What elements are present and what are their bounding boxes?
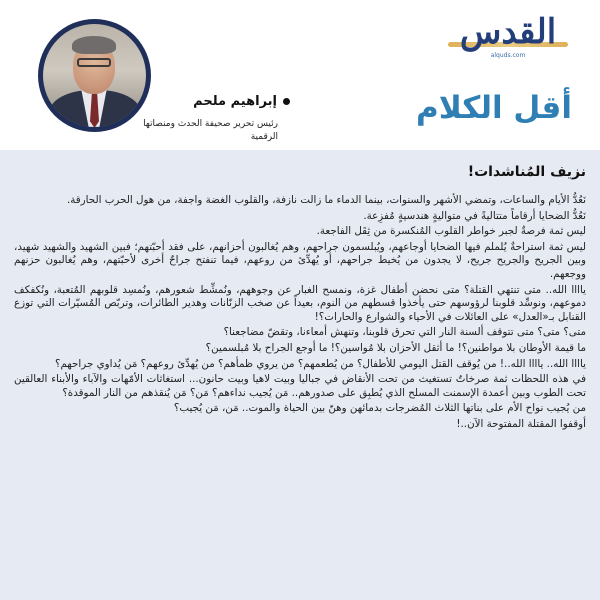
author-role: رئيس تحرير صحيفة الحدث ومنصاتها الرقمية [143,119,278,142]
paragraph: ما قيمة الأوطان بلا مواطنين؟! ما أثقل الأحزان بلا مُواسين؟! ما أوجع الجراح بلا مُبلسمين؟ [205,341,586,354]
article-header [0,0,600,150]
bullet-icon [283,98,290,105]
paragraph: أوقفوا المقتلة المفتوحة الآن..! [456,417,586,430]
logo-text: القدس [459,12,557,52]
author-photo [43,24,146,127]
newspaper-logo [438,12,578,64]
author-name: إبراهيم ملحم [193,94,277,109]
column-title: أقل الكلام [416,90,572,126]
paragraph: في هذه اللحظات ثمة صرخاتٌ تستغيث من تحت الأنقاض في جباليا وبيت لاهيا وبيت حانون... استغاثات الأمّهات والآباء والأبناء العالقين تحت الطوب وبين أعمدة الإسمنت المسلح الذي يُطبِق على صدورهم.. مَن يُجيب نداءهم؟ مَن؟ مَن يُنقذهم من النار الموقدة؟ [14,373,586,399]
logo-subtext: alquds.com [490,52,526,59]
paragraph: من يُجيب نواح الأم على بناتها الثلاث المُضرجات بدمائهن وهنّ بين الحياة والموت.. مَن، مَن يُجيب؟ [173,402,586,415]
paragraph: ياااا الله.. ياااا الله..! من يُوقف القتل اليومي للأطفال؟ من يُطعمهم؟ من يروي ظمأهم؟ من يُهدِّئ روعهم؟ مَن يُداوي جراحهم؟ [54,357,586,370]
paragraph: متى؟ متى؟ متى تتوقف ألسنة النار التي تحرق قلوبنا، وتنهش أمعاءنا، وتقضّ مضاجعنا؟ [223,326,586,339]
article-title: نزيف المُناشدات! [467,164,586,180]
paragraph: نَعُدُّ الأيام والساعات، وتمضي الأشهر والسنوات، بينما الدماء ما زالت نازفة، والقلوب الغضة واجفة، من هول الحرب الحارقة. [66,194,586,206]
paragraph: ليس ثمة استراحةٌ يُلملم فيها الضحايا أوجاعهم، ويُبلسمون جراحهم، وهم يُغالبون أحزانهم، على فقد أحبّتهم؛ فبين الشهيد والشهيد شهيد، وبين الجريح والجريح جريح، لا يجدون من يُخيط جراحهم، أو يُهدِّئ من روعهم، فيما تنفتح جراحٌ أخرى لأحبّتهم، وهم يُغالبون حزنهم ووجعهم. [14,240,586,280]
photo-hair [72,36,116,54]
paragraph: نَعُدُّ الضحايا أرقاماً متتاليةً في متواليةٍ هندسيةٍ مُفزِعة. [363,209,586,222]
article-body [14,150,586,595]
photo-glasses [77,58,111,67]
author-name-line [193,94,290,109]
paragraph: ليس ثمة فرصةٌ لجبر خواطر القلوب المُنكسرة من ثِقَل الفاجعة. [316,225,586,238]
paragraph: ياااا الله.. متى تنتهي القتلة؟ متى نحضن أطفال غزة، ونمسح الغبار عن وجوههم، ونُمشِّط شعورهم، ونُمسِد قلوبهم المُتعبة، ونُكفكف دموعهم، ونوسِّد قلوبنا لرؤوسهم حتى يأخذوا قسطهم من النوم، بعيداً عن صخب الزنّانات وهدير الطائرات، وتربّص المُسيّرات التي توزع القنابل بـ«العدل» على العائلات في الأحياء والشوارع والحارات؟! [14,283,586,323]
author-photo-frame [38,19,151,132]
